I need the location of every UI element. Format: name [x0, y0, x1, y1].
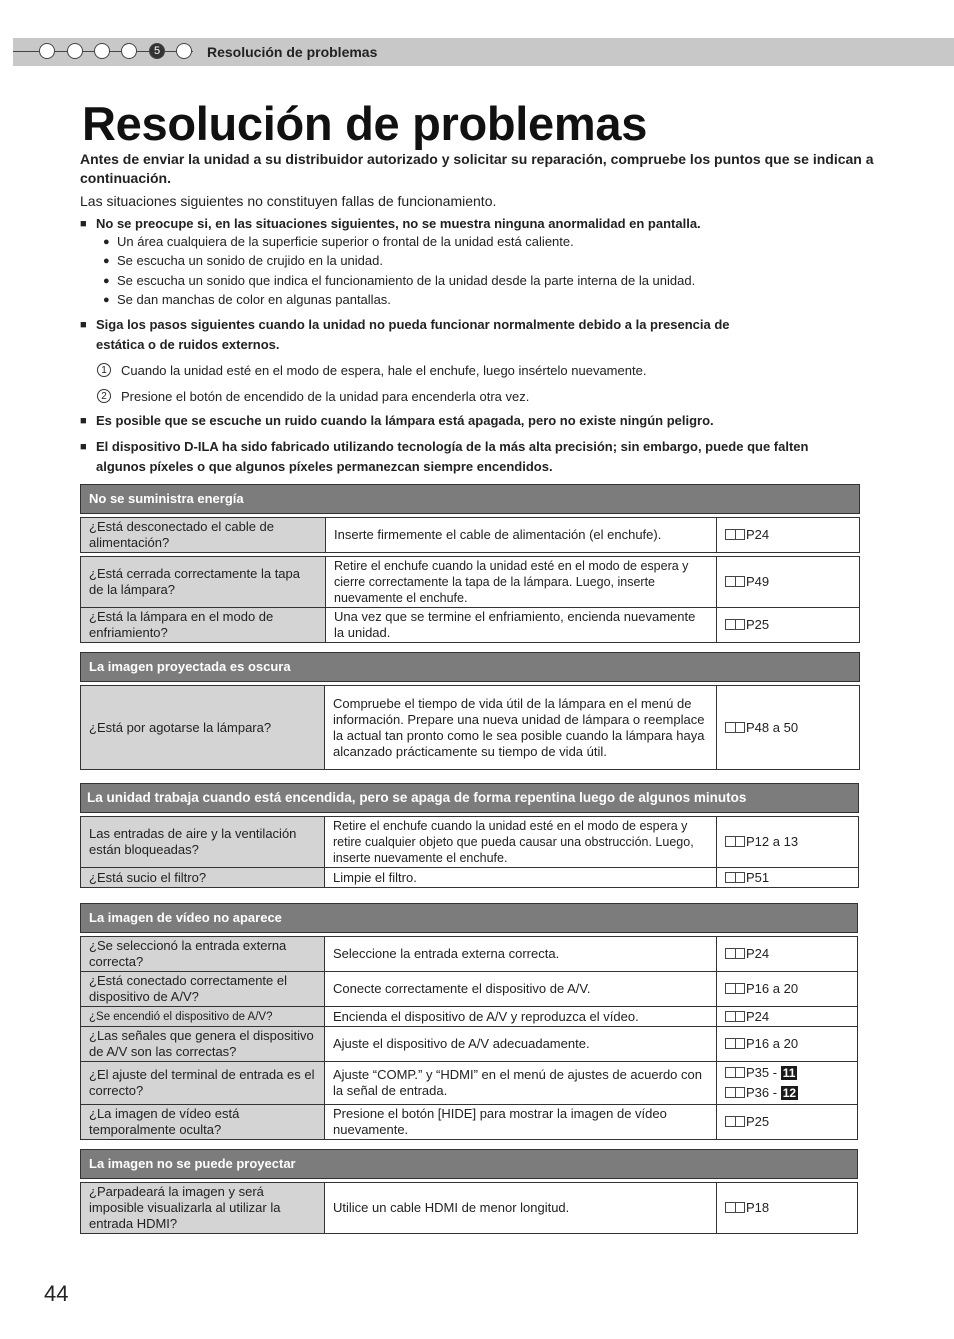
table-cannot-project — [80, 1149, 858, 1234]
dot-bullet-icon: ● — [103, 236, 110, 248]
question-cell: ¿Está sucio el filtro? — [81, 868, 325, 888]
note-4-line-1: El dispositivo D-ILA ha sido fabricado utilizando tecnología de la más alta precisión; sin embargo, puede que falten — [96, 439, 809, 454]
square-bullet-icon: ■ — [80, 441, 87, 453]
step-item — [97, 362, 646, 380]
note-4-line-2: algunos píxeles o que algunos píxeles permanezcan siempre encendidos. — [96, 459, 553, 474]
reference-cell — [717, 868, 859, 888]
reference-cell — [717, 817, 859, 868]
table-row — [81, 868, 859, 888]
page-number: 44 — [44, 1281, 69, 1306]
answer-cell: Una vez que se termine el enfriamiento, encienda nuevamente la unidad. — [326, 608, 717, 643]
table-row — [81, 1105, 858, 1140]
table-title: La imagen proyectada es oscura — [81, 653, 860, 682]
book-icon — [725, 872, 745, 883]
chapter-circle-active: 5 — [149, 43, 165, 59]
reference-text: P18 — [746, 1200, 770, 1215]
note-2-line-2: estática o de ruidos externos. — [96, 337, 280, 352]
reference-cell — [717, 1062, 858, 1105]
reference-cell — [717, 518, 860, 553]
table-no-power — [80, 484, 860, 643]
book-icon — [725, 1067, 745, 1078]
question-cell: ¿El ajuste del terminal de entrada es el correcto? — [81, 1062, 325, 1105]
table-row — [81, 817, 859, 868]
chapter-circle-2 — [67, 43, 83, 59]
note-3-text: Es posible que se escuche un ruido cuando la lámpara está apagada, pero no existe ningún peligro. — [96, 413, 714, 428]
step-number-circle: 1 — [97, 363, 111, 377]
step-text: Presione el botón de encendido de la unidad para encenderla otra vez. — [121, 389, 530, 404]
bullet-item — [103, 291, 391, 309]
answer-cell: Compruebe el tiempo de vida útil de la lámpara en el menú de información. Prepare una nueva unidad de lámpara o reemplace la actual tan pronto como le sea posible cuando la lámpara haya alcanzado prácticamente su tiempo de vida útil. — [325, 686, 717, 770]
reference-text: P48 a 50 — [746, 719, 799, 735]
reference-cell — [717, 608, 860, 643]
question-cell: ¿Las señales que genera el dispositivo de A/V son las correctas? — [81, 1027, 325, 1062]
table-row — [81, 557, 860, 608]
chapter-circle-4 — [121, 43, 137, 59]
chapter-circle-3 — [94, 43, 110, 59]
note-2 — [80, 315, 880, 355]
reference-text: P16 a 20 — [746, 981, 799, 996]
book-icon — [725, 529, 745, 540]
dot-bullet-icon: ● — [103, 275, 110, 287]
table-title: La unidad trabaja cuando está encendida, pero se apaga de forma repentina luego de algunos minutos — [81, 784, 859, 813]
reference-text: P25 — [746, 1114, 770, 1129]
question-cell: Las entradas de aire y la ventilación están bloqueadas? — [81, 817, 325, 868]
reference-text: P25 — [746, 617, 770, 632]
section-header-title: Resolución de problemas — [207, 44, 378, 60]
answer-cell: Conecte correctamente el dispositivo de A/V. — [325, 972, 717, 1007]
chapter-circle-6 — [176, 43, 192, 59]
note-1 — [80, 214, 880, 234]
answer-cell: Ajuste el dispositivo de A/V adecuadamente. — [325, 1027, 717, 1062]
note-3 — [80, 411, 880, 431]
bullet-item — [103, 252, 383, 270]
table-row — [81, 1062, 858, 1105]
book-icon — [725, 948, 745, 959]
bullet-text: Un área cualquiera de la superficie superior o frontal de la unidad está caliente. — [117, 234, 574, 249]
table-row — [81, 1027, 858, 1062]
step-text: Cuando la unidad esté en el modo de espera, hale el enchufe, luego insértelo nuevamente. — [121, 363, 647, 378]
answer-cell: Presione el botón [HIDE] para mostrar la imagen de vídeo nuevamente. — [325, 1105, 717, 1140]
question-cell: ¿Está cerrada correctamente la tapa de la lámpara? — [81, 557, 326, 608]
bullet-text: Se escucha un sonido que indica el funcionamiento de la unidad desde la parte interna de la unidad. — [117, 273, 696, 288]
dot-bullet-icon: ● — [103, 255, 110, 267]
answer-cell: Retire el enchufe cuando la unidad esté en el modo de espera y cierre correctamente la tapa de la lámpara. Luego, inserte nuevamente el enchufe. — [326, 557, 717, 608]
table-no-video — [80, 903, 858, 1140]
question-cell: ¿Está la lámpara en el modo de enfriamiento? — [81, 608, 326, 643]
table-shuts-off — [80, 783, 859, 888]
reference-cell — [717, 1183, 858, 1234]
lead-text: Antes de enviar la unidad a su distribuidor autorizado y solicitar su reparación, compruebe los puntos que se indican a continuación. — [80, 151, 874, 186]
note-4 — [80, 437, 880, 477]
dot-bullet-icon: ● — [103, 294, 110, 306]
question-cell: ¿La imagen de vídeo está temporalmente oculta? — [81, 1105, 325, 1140]
answer-cell: Ajuste “COMP.” y “HDMI” en el menú de ajustes de acuerdo con la señal de entrada. — [325, 1062, 717, 1105]
square-bullet-icon: ■ — [80, 415, 87, 427]
square-bullet-icon: ■ — [80, 218, 87, 230]
table-row — [81, 937, 858, 972]
book-icon — [725, 983, 745, 994]
table-row — [81, 608, 860, 643]
table-title: No se suministra energía — [81, 485, 860, 514]
page-badge: 12 — [782, 1086, 797, 1100]
answer-cell: Retire el enchufe cuando la unidad esté en el modo de espera y retire cualquier objeto que pueda causar una obstrucción. Luego, inserte nuevamente el enchufe. — [325, 817, 717, 868]
reference-text: P24 — [746, 527, 770, 542]
book-icon — [725, 1038, 745, 1049]
question-cell: ¿Está desconectado el cable de alimentación? — [81, 518, 326, 553]
table-row — [81, 1183, 858, 1234]
step-number-circle: 2 — [97, 389, 111, 403]
question-cell: ¿Parpadeará la imagen y será imposible visualizarla al utilizar la entrada HDMI? — [81, 1183, 325, 1234]
question-cell: ¿Está conectado correctamente el dispositivo de A/V? — [81, 972, 325, 1007]
book-icon — [725, 722, 745, 733]
reference-text: P49 — [746, 574, 770, 589]
bullet-item — [103, 272, 695, 290]
book-icon — [725, 576, 745, 587]
note-1-text: No se preocupe si, en las situaciones siguientes, no se muestra ninguna anormalidad en pantalla. — [96, 216, 701, 231]
answer-cell: Seleccione la entrada externa correcta. — [325, 937, 717, 972]
reference-cell — [717, 972, 858, 1007]
book-icon — [725, 1087, 745, 1098]
bullet-item — [103, 233, 574, 251]
bullet-text: Se dan manchas de color en algunas pantallas. — [117, 292, 391, 307]
intro-text: Las situaciones siguientes no constituyen fallas de funcionamiento. — [80, 193, 497, 209]
reference-text: P35 - — [746, 1065, 778, 1080]
table-row — [81, 1007, 858, 1027]
reference-text: P36 - — [746, 1085, 778, 1100]
answer-cell: Inserte firmemente el cable de alimentación (el enchufe). — [326, 518, 717, 553]
reference-text: P24 — [746, 946, 770, 961]
page-badge: 11 — [782, 1066, 796, 1080]
step-item — [97, 388, 529, 406]
reference-text: P16 a 20 — [746, 1036, 799, 1051]
book-icon — [725, 1202, 745, 1213]
answer-cell: Utilice un cable HDMI de menor longitud. — [325, 1183, 717, 1234]
question-cell: ¿Se seleccionó la entrada externa correcta? — [81, 937, 325, 972]
section-header-bar — [13, 38, 954, 66]
reference-cell — [717, 1027, 858, 1062]
reference-text: P24 — [746, 1008, 770, 1024]
square-bullet-icon: ■ — [80, 319, 87, 331]
bullet-text: Se escucha un sonido de crujido en la unidad. — [117, 253, 383, 268]
reference-cell — [717, 1007, 858, 1027]
reference-cell — [717, 557, 860, 608]
reference-text: P12 a 13 — [746, 834, 799, 849]
table-dark-image — [80, 652, 860, 770]
book-icon — [725, 1116, 745, 1127]
reference-text: P51 — [746, 869, 770, 885]
answer-cell: Encienda el dispositivo de A/V y reproduzca el vídeo. — [325, 1007, 717, 1027]
question-cell: ¿Se encendió el dispositivo de A/V? — [81, 1007, 325, 1027]
table-row — [81, 518, 860, 553]
page-title: Resolución de problemas — [82, 97, 648, 150]
reference-cell — [717, 1105, 858, 1140]
chapter-circle-1 — [39, 43, 55, 59]
book-icon — [725, 1011, 745, 1022]
table-title: La imagen de vídeo no aparece — [81, 904, 858, 933]
reference-cell — [717, 937, 858, 972]
answer-cell: Limpie el filtro. — [325, 868, 717, 888]
question-cell: ¿Está por agotarse la lámpara? — [81, 686, 325, 770]
book-icon — [725, 836, 745, 847]
reference-cell — [717, 686, 860, 770]
table-title: La imagen no se puede proyectar — [81, 1150, 858, 1179]
table-row — [81, 972, 858, 1007]
note-2-line-1: Siga los pasos siguientes cuando la unidad no pueda funcionar normalmente debido a la presencia de — [96, 317, 730, 332]
table-row — [81, 686, 860, 770]
book-icon — [725, 619, 745, 630]
